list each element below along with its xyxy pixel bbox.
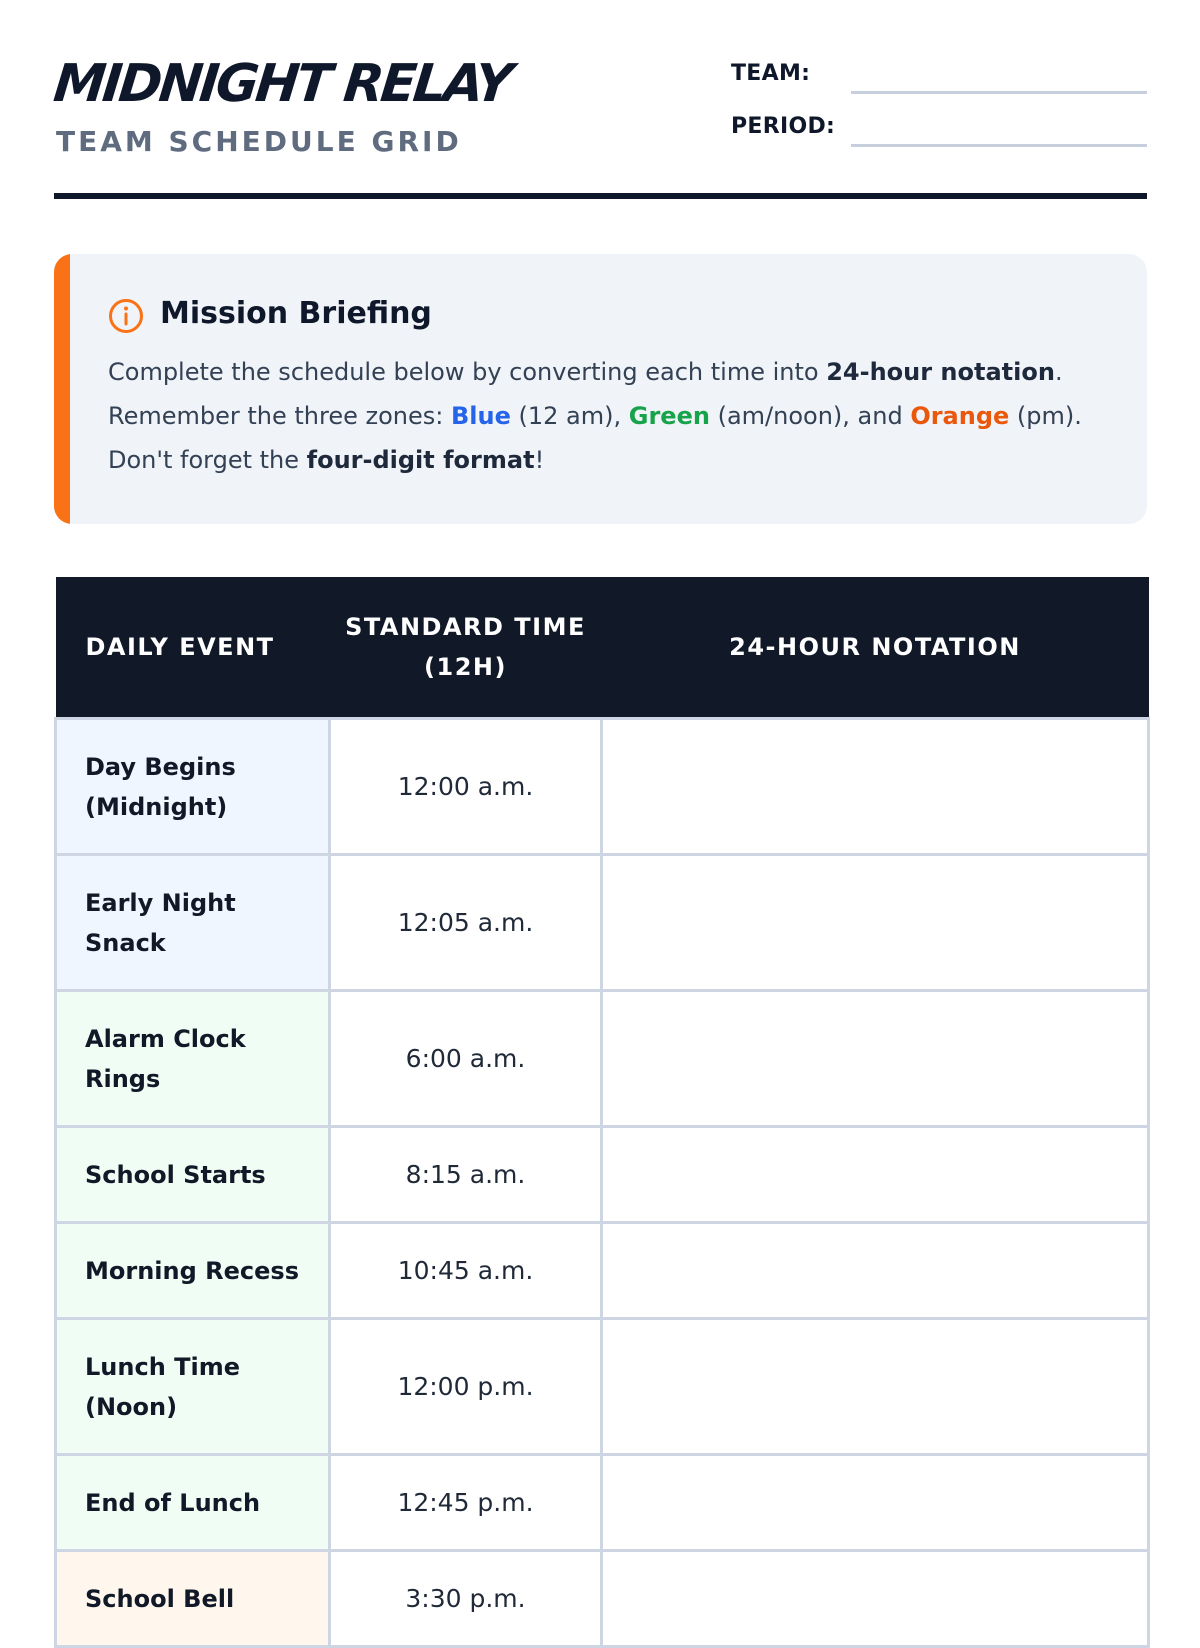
team-blank-line[interactable]	[851, 91, 1147, 94]
table-row	[56, 991, 1149, 1127]
event-cell: Lunch Time (Noon)	[56, 1319, 330, 1455]
briefing-line-3	[108, 438, 1118, 482]
briefing-line-3-end: !	[534, 446, 545, 474]
zone-green-desc: (am/noon), and	[709, 402, 911, 430]
column-header-event: DAILY EVENT	[56, 577, 330, 719]
standard-time-cell: 6:00 a.m.	[330, 991, 602, 1127]
callout-accent-bar	[54, 254, 70, 524]
answer-cell[interactable]	[602, 1319, 1149, 1455]
standard-time-cell: 10:45 a.m.	[330, 1223, 602, 1319]
answer-cell[interactable]	[602, 1455, 1149, 1551]
briefing-line-2	[108, 394, 1118, 438]
briefing-line-1-end: .	[1054, 358, 1063, 386]
schedule-table	[54, 577, 1150, 1648]
period-blank-line[interactable]	[851, 144, 1147, 147]
event-cell: School Bell	[56, 1551, 330, 1647]
team-field[interactable]	[731, 55, 1147, 95]
briefing-line-1	[108, 350, 1118, 394]
table-row	[56, 719, 1149, 855]
page-subtitle: TEAM SCHEDULE GRID	[56, 125, 462, 158]
event-cell: Early Night Snack	[56, 855, 330, 991]
table-row	[56, 1223, 1149, 1319]
answer-cell[interactable]	[602, 1127, 1149, 1223]
briefing-title: Mission Briefing	[160, 296, 432, 331]
page-title: MIDNIGHT RELAY	[50, 54, 513, 114]
zone-orange-desc: (pm).	[1009, 402, 1082, 430]
table-row	[56, 1319, 1149, 1455]
event-cell: Day Begins (Midnight)	[56, 719, 330, 855]
answer-cell[interactable]	[602, 1551, 1149, 1647]
zone-blue-desc: (12 am),	[510, 402, 629, 430]
event-cell: School Starts	[56, 1127, 330, 1223]
event-cell: Alarm Clock Rings	[56, 991, 330, 1127]
answer-cell[interactable]	[602, 991, 1149, 1127]
briefing-line-2-text: Remember the three zones:	[108, 402, 451, 430]
emphasis-four-digit: four-digit format	[306, 446, 535, 474]
zone-blue-label: Blue	[451, 402, 511, 430]
standard-time-cell: 12:45 p.m.	[330, 1455, 602, 1551]
standard-time-cell: 3:30 p.m.	[330, 1551, 602, 1647]
answer-cell[interactable]	[602, 1223, 1149, 1319]
mission-briefing-callout	[54, 254, 1147, 524]
table-row	[56, 1551, 1149, 1647]
period-label: PERIOD:	[731, 114, 836, 139]
standard-time-cell: 8:15 a.m.	[330, 1127, 602, 1223]
briefing-text	[108, 350, 1118, 482]
standard-time-cell: 12:00 p.m.	[330, 1319, 602, 1455]
team-label: TEAM:	[731, 61, 811, 86]
zone-green-label: Green	[628, 402, 710, 430]
event-cell: End of Lunch	[56, 1455, 330, 1551]
column-header-24-hour: 24-HOUR NOTATION	[602, 577, 1149, 719]
column-header-standard-time: STANDARD TIME (12H)	[330, 577, 602, 719]
worksheet-header	[50, 0, 1147, 200]
briefing-line-1-text: Complete the schedule below by converting each time into	[108, 358, 827, 386]
briefing-line-3-text: Don't forget the	[108, 446, 307, 474]
period-field[interactable]	[731, 108, 1147, 148]
emphasis-24-hour: 24-hour notation	[826, 358, 1055, 386]
standard-time-cell: 12:05 a.m.	[330, 855, 602, 991]
table-header-row	[56, 577, 1149, 719]
zone-orange-label: Orange	[910, 402, 1010, 430]
table-row	[56, 1127, 1149, 1223]
info-circle-icon	[108, 298, 144, 334]
standard-time-cell: 12:00 a.m.	[330, 719, 602, 855]
table-row	[56, 855, 1149, 991]
header-divider	[54, 193, 1147, 199]
answer-cell[interactable]	[602, 855, 1149, 991]
event-cell: Morning Recess	[56, 1223, 330, 1319]
table-row	[56, 1455, 1149, 1551]
answer-cell[interactable]	[602, 719, 1149, 855]
